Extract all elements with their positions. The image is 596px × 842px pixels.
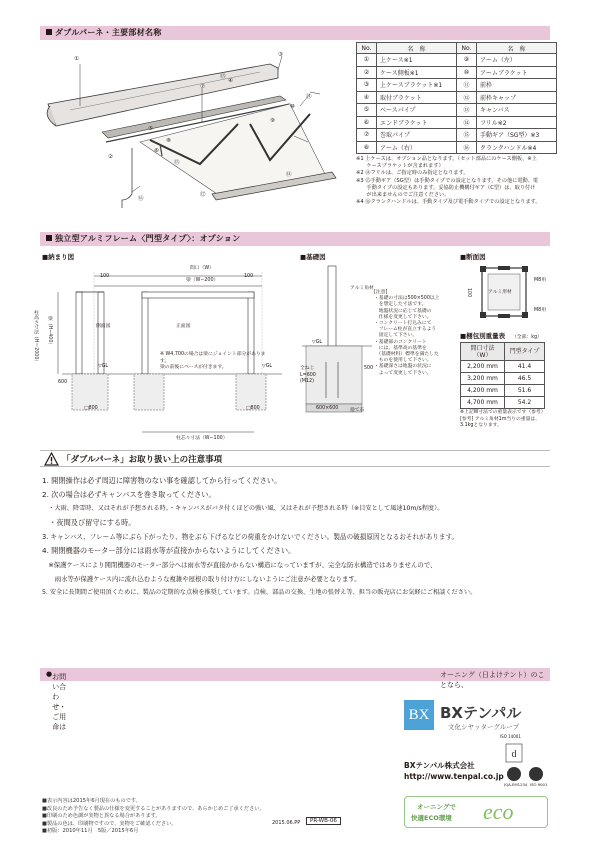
callout-11: ⑪	[306, 94, 312, 100]
header-no-2: No.	[457, 43, 477, 54]
sub-install-title: ■納まり図	[42, 253, 75, 261]
caution-list	[42, 474, 548, 600]
alum-post-label: アルミ角材	[350, 286, 374, 291]
section-inner-label: アルミ形材	[488, 290, 512, 295]
callout-3: ③	[278, 52, 283, 58]
eco-line-2: 快適ECO環境	[411, 814, 452, 822]
company-tagline: 文化シヤッターグループ	[448, 723, 519, 731]
table-row: ② ケース側板※1 ⑩ アームブラケット	[357, 66, 557, 79]
company-url[interactable]: http://www.tenpal.co.jp	[404, 772, 504, 781]
callout-12: ⑫	[200, 192, 206, 198]
section-dim-100: 100	[466, 288, 471, 298]
gl-label-right: ▽GL	[262, 364, 273, 369]
iso-label-2: ISO 9001	[530, 782, 548, 787]
table-row: ① 上ケース※1 ⑨ アーム（左）	[357, 54, 557, 67]
list-item: ・夜間及び留守にする時。	[42, 518, 136, 527]
dim-600: 600	[58, 380, 68, 385]
weight-header-type: 門型タイプ	[505, 343, 545, 361]
svg-text:d: d	[511, 749, 517, 760]
callout-10: ⑩	[290, 104, 295, 110]
table-row: ⑦ 巻取パイプ ⑮ 手動ギア（SG型）※3	[357, 129, 557, 142]
callout-6: ⑥	[154, 148, 159, 154]
anchor-bolt-label: 全ねじ L=600 (M12)	[300, 366, 316, 384]
sq-800-label-right: □800	[246, 406, 260, 411]
opening-width-label: 間口（W）	[190, 266, 214, 271]
weight-table	[460, 342, 545, 409]
callout-2: ②	[108, 154, 113, 160]
header-name-2: 名 称	[477, 43, 557, 54]
sub-weight-title: ■梱包別重量表	[460, 332, 506, 340]
table-row: 3,200 mm 46.5	[461, 373, 545, 385]
table-row: ⑧ アーム（右） ⑯ クランクハンドル※4	[357, 141, 557, 154]
front-view-label: 正面図	[176, 324, 191, 329]
awning-illustration	[40, 44, 350, 220]
list-item: 5. 安全に長期間ご使用頂くために、製品の定期的な点検を推奨しています。点検、部品の交換、生地の張替え等、担当の販売店にお気軽にご相談ください。	[42, 589, 477, 596]
callout-7: ⑦	[200, 84, 205, 90]
table-row: 4,700 mm 54.2	[461, 397, 545, 409]
table-row: ③ 上ケースブラケット※1 ⑪ 前枠	[357, 79, 557, 92]
table-row: ④ 取付ブラケット ⑫ 前枠キャップ	[357, 91, 557, 104]
eco-badge	[404, 796, 548, 828]
contact-right-label: オーニング（日よけテント）のことなら、	[440, 671, 545, 689]
table-row: 4,200 mm 51.6	[461, 385, 545, 397]
company-logo-mark: BX	[404, 700, 434, 730]
list-item: 雨水等が保護ケース内に流れ込むような複雑や屋根の取り付け方にしないようにご注意が必要となります。	[42, 575, 361, 583]
install-note: ※ W4,700の場合は梁にジョイント部分があります。 梁の前後にベースが付きます。	[160, 352, 266, 370]
callout-1: ①	[74, 56, 79, 62]
callout-15: ⑮	[174, 160, 180, 166]
table-row: ⑥ エンドブラケット ⑭ フリル※2	[357, 116, 557, 129]
beam-width-label: 梁（W−200）	[186, 278, 219, 283]
header-no: No.	[357, 43, 377, 54]
callout-4: ④	[228, 78, 233, 84]
table-row: 2,200 mm 41.4	[461, 361, 545, 373]
dim-500: 500	[364, 366, 374, 371]
gl-label: ▽GL	[98, 364, 109, 369]
section-title: ダブルパーネ・主要部材名称	[55, 28, 162, 37]
beam-height-label: 梁（H−400）	[47, 316, 52, 348]
foundation-size: 600×600	[316, 406, 339, 411]
callout-14: ⑭	[286, 172, 292, 178]
list-item: 2. 次の場合は必ずキャンバスを巻き取ってください。	[42, 490, 216, 499]
company-logo-name: BXテンパル	[440, 704, 522, 722]
list-item: 3. キャンバス、フレーム等にぶら下がったり、物をぶら下げるなどの荷重をかけないでください。製品の破損原因となるおそれがあります。	[42, 533, 459, 541]
sub-section-title: ■断面図	[460, 253, 486, 261]
caution-title: 「ダブルパーネ」お取り扱い上の注意事項	[62, 455, 223, 465]
list-item: 4. 開閉機器のモーター部分には雨水等が直接かからないようにしてください。	[42, 546, 296, 555]
footnotes: ■表示内容は2015年6月現在のものです。 ■改良のため予告なく製品の仕様を変更することがありますので、あらかじめご了承ください。 ■印刷のため色調が実物と異なる場合があります。 ■製品の色は、印刷物ですので、実物をご確認ください。 ■初版：2010年11月 5版／2015年6月	[42, 798, 265, 835]
section-m8-top: M8用	[534, 278, 546, 283]
side-view-label: 側面図	[96, 324, 111, 329]
post-height-label: 柱高さ寸法（H＝2000）	[33, 310, 38, 365]
iso-id: JQA-EM1234	[504, 782, 528, 787]
section-title: 独立型アルミフレーム〈門型タイプ〉：オプション	[55, 234, 241, 243]
callout-9: ⑨	[270, 118, 275, 124]
contact-label: ● お問い合わせ・ご用命は	[46, 670, 67, 731]
sub-foundation-title: ■基礎図	[300, 253, 326, 261]
callout-13: ⑬	[220, 74, 226, 80]
sq-800-label: □800	[84, 406, 98, 411]
caution-header	[40, 450, 550, 467]
parts-notes: ※1 上ケースは、オプション品となります。（セット部品にのケース側板、※上 ケースブラケットが含まれます） ※2 ⑭フリルは、ご指定時のみ指定となります。 ※3 ⑮手動ギア（SG型）は手動タイプでの設定となります。その他に電動、電 手動タイプの設定もあります。妥協防止機構付ギア（C型）は、取り付け が出来ませんのでご注意ください。 ※4 ⑯クランクハンドルは、手動タイプ及び電手動タイプでの設定となります。	[356, 156, 541, 206]
weight-notes: ※上記W寸法での重量表示です（参考） [参考] アルミ角材1m当りの重量は、 3.1kgとなります。	[460, 410, 546, 428]
header-name: 名 称	[377, 43, 457, 54]
list-item: 1. 開閉操作は必ず周辺に障害物のない事を確認してから行ってください。	[42, 476, 282, 485]
iso-cert-logos	[500, 734, 548, 790]
section-header-frame	[40, 232, 550, 246]
eco-logo: eco	[483, 799, 514, 824]
company-name: BXテンパル株式会社	[404, 761, 475, 770]
warning-icon	[44, 452, 59, 466]
weight-unit: （全部：kg）	[512, 335, 542, 340]
dim-100-right: 100	[244, 274, 254, 279]
parts-table	[356, 42, 557, 154]
section-m8-bottom: M8用	[534, 308, 546, 313]
foundation-notes: [注意] ・基礎の寸法は500×500以上 を想定した寸法です。 地盤状況に応じて基礎の 仕様を変更して下さい。 ・コンクリート打込みにて フレーム柱が直立するよう 固定して下さい。 ・基礎部のコンクリート には、基準高の基準を （基礎材料）標準を満たした ものを使用して下さい。 ・基礎深さは地盤の状況に よって変更して下さい。	[374, 290, 440, 376]
list-item: ・大雨、降雪時、又はそれが予想される時。・キャンバスがバタ付くほどの強い風、又はそれが予想される時（※目安として風速10m/s程度）。	[42, 505, 444, 512]
callout-8: ⑧	[166, 138, 171, 144]
eco-line-1: オーニングで	[417, 803, 456, 811]
table-row: ⑤ ベースパイプ ⑬ キャンバス	[357, 104, 557, 117]
section-header-parts	[40, 26, 550, 40]
doc-code: PR-WB-06	[306, 817, 341, 825]
post-span-label: 柱芯々寸法（W−100）	[176, 436, 228, 441]
gl-label-foundation: ▽GL	[312, 340, 323, 345]
iso-label: ISO 14001	[500, 734, 521, 739]
callout-16: ⑯	[138, 196, 144, 202]
callout-5: ⑤	[148, 126, 153, 132]
weight-header-width: 間口寸法（W）	[461, 343, 505, 361]
list-item: ※保護ケースにより開閉機器のモーター部分へは雨水等が直接かからない構造になっていますが、完全な防水構造ではありませんので、	[42, 561, 437, 569]
dim-100-left: 100	[100, 274, 110, 279]
gravel-label: 捨て石	[350, 408, 365, 413]
print-code: 2015.06.PP	[272, 820, 301, 826]
